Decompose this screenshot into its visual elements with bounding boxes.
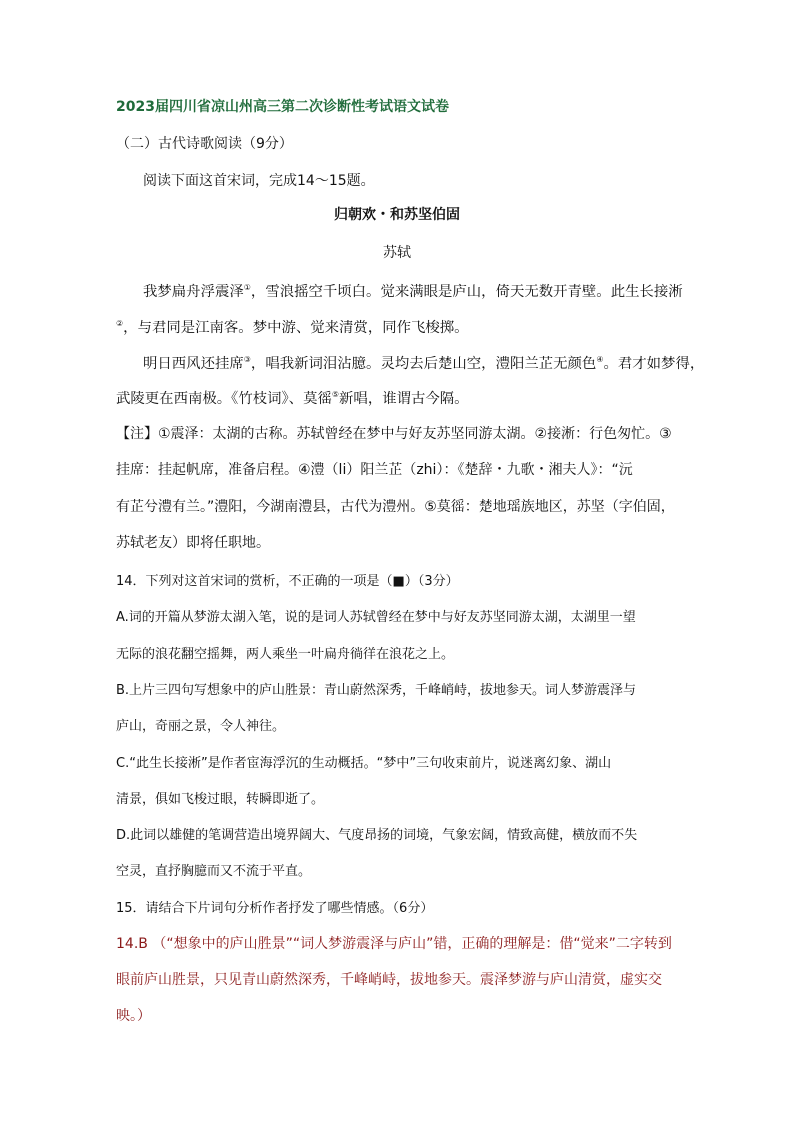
- option-a: A.词的开篇从梦游太湖入笔，说的是词人苏轼曾经在梦中与好友苏坚同游太湖，太湖里一望: [116, 610, 636, 625]
- footnote-marker: ②: [116, 319, 124, 328]
- exam-title: 2023届四川省凉山州高三第二次诊断性考试语文试卷: [116, 99, 449, 115]
- note-line: 【注】①震泽：太湖的古称。苏轼曾经在梦中与好友苏坚同游太湖。②接淅：行色匆忙。③: [116, 426, 672, 442]
- poem-line: 武陵更在西南极。《竹枝词》、莫徭⑤新唱，谁谓古今隔。: [116, 390, 469, 407]
- option-c: C.“此生长接淅”是作者宦海浮沉的生动概括。“梦中”三句收束前片，说迷离幻象、湖山: [116, 756, 612, 771]
- note-line: 苏轼老友）即将任职地。: [116, 535, 270, 551]
- answer-line: 映。）: [116, 1008, 151, 1024]
- poem-author: 苏轼: [383, 245, 411, 261]
- answer-line: 14.B （“想象中的庐山胜景”“词人梦游震泽与庐山”错，正确的理解是：借“觉来”二字转到: [116, 936, 672, 952]
- footnote-marker: ④: [596, 355, 604, 364]
- answer-line: 眼前庐山胜景，只见青山蔚然深秀，千峰峭峙，拔地参天。震泽梦游与庐山清赏，虚实交: [116, 972, 662, 988]
- question-15-stem: 15．请结合下片词句分析作者抒发了哪些情感。（6分）: [116, 901, 434, 916]
- option-d-cont: 空灵，直抒胸臆而又不流于平直。: [116, 864, 312, 879]
- note-line: 有芷兮澧有兰。”澧阳，今湖南澧县，古代为澧州。⑤莫徭：楚地瑶族地区，苏坚（字伯固，: [116, 499, 675, 515]
- question-14-stem: 14．下列对这首宋词的赏析，不正确的一项是（■）（3分）: [116, 574, 459, 589]
- poem-title: 归朝欢・和苏坚伯固: [334, 207, 460, 223]
- option-c-cont: 清景，俱如飞梭过眼，转瞬即逝了。: [116, 792, 325, 807]
- instruction-text: 阅读下面这首宋词，完成14～15题。: [143, 173, 375, 189]
- note-line: 挂席：挂起帆席，准备启程。④澧（li）阳兰芷（zhi）：《楚辞・九歌・湘夫人》：“沅: [116, 462, 633, 478]
- footnote-marker: ⑤: [331, 390, 340, 399]
- option-a-cont: 无际的浪花翻空摇舞，两人乘坐一叶扁舟徜徉在浪花之上。: [116, 647, 455, 662]
- footnote-marker: ③: [243, 355, 251, 364]
- option-b: B.上片三四句写想象中的庐山胜景：青山蔚然深秀，千峰峭峙，拔地参天。词人梦游震泽与: [116, 683, 637, 698]
- option-b-cont: 庐山，奇丽之景，令人神往。: [116, 719, 286, 734]
- poem-line: 我梦扁舟浮震泽①，雪浪摇空千顷白。觉来满眼是庐山，倚天无数开青壁。此生长接淅: [143, 283, 683, 300]
- footnote-marker: ①: [243, 283, 251, 292]
- poem-line: ②，与君同是江南客。梦中游、觉来清赏，同作飞梭掷。: [116, 319, 469, 336]
- option-d: D.此词以雄健的笔调营造出境界阔大、气度昂扬的词境，气象宏阔，情致高健，横放而不失: [116, 828, 638, 843]
- poem-line: 明日西风还挂席③，唱我新词泪沾臆。灵均去后楚山空，澧阳兰芷无颜色④。君才如梦得，: [143, 355, 705, 372]
- section-heading: （二）古代诗歌阅读（9分）: [116, 136, 293, 152]
